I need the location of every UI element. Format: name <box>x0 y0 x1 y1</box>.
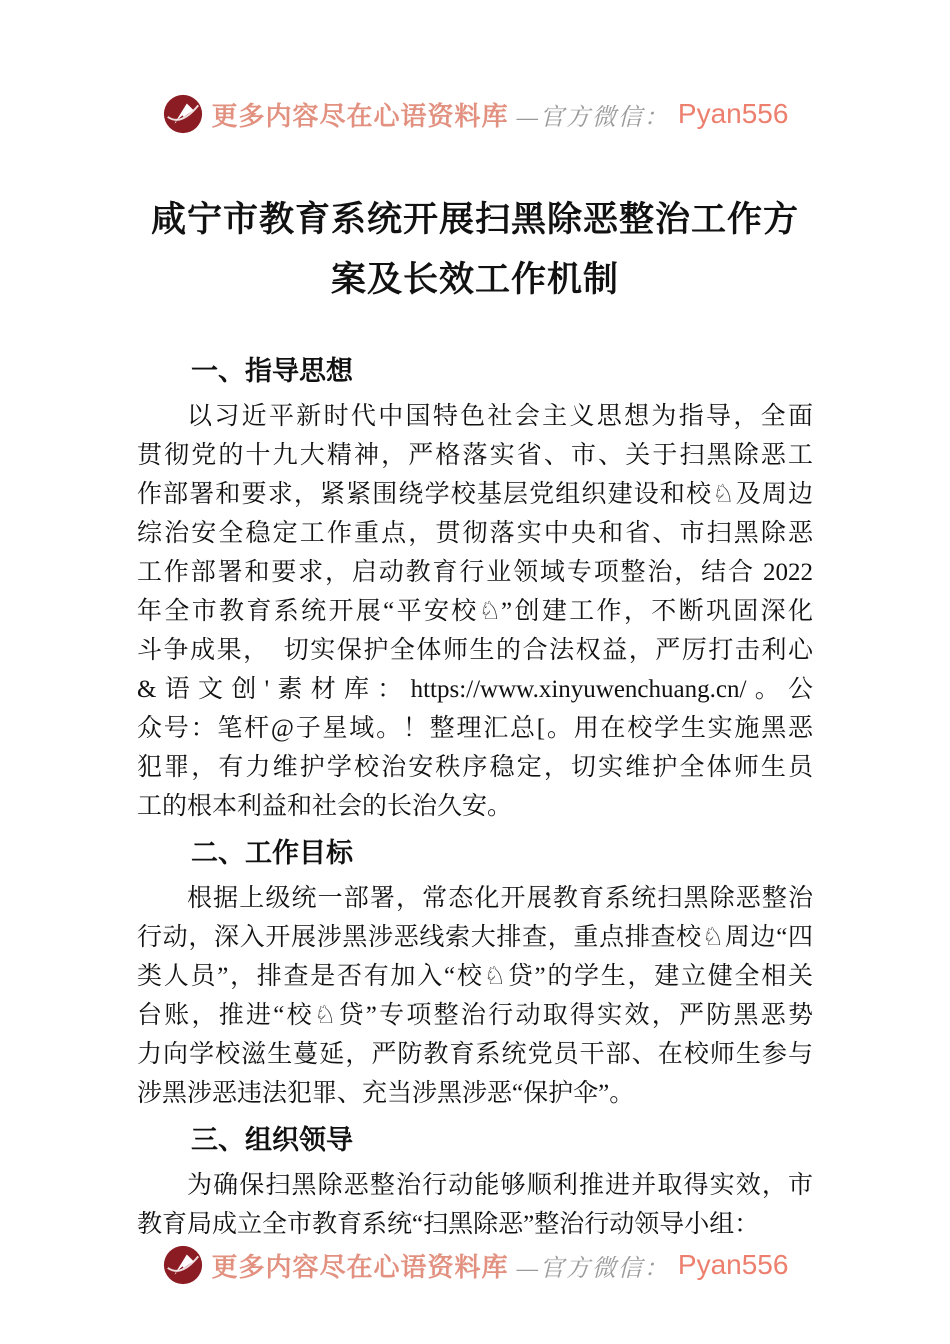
paragraph-line: 为确保扫黑除恶整治行动能够顺利推进并取得实效，市 <box>187 1172 813 1199</box>
paragraph-line: 工作部署和要求，启动教育行业领域专项整治，结合 2022 <box>137 559 813 586</box>
sections-container <box>137 352 813 1244</box>
paragraph-line: 犯罪，有力维护学校治安秩序稳定，切实维护全体师生员 <box>137 754 813 781</box>
paragraph-line: 行动，深入开展涉黑涉恶线索大排查，重点排查校♘周边“四 <box>137 924 813 951</box>
paragraph-line: 台账，推进“校♘贷”专项整治行动取得实效，严防黑恶势 <box>137 1002 813 1029</box>
paragraph-line: 类人员”，排查是否有加入“校♘贷”的学生，建立健全相关 <box>137 963 813 990</box>
paragraph-line: 以习近平新时代中国特色社会主义思想为指导，全面 <box>187 403 813 430</box>
paragraph-line: 力向学校滋生蔓延，严防教育系统党员干部、在校师生参与 <box>137 1041 813 1068</box>
paragraph-line: 工的根本利益和社会的长治久安。 <box>137 793 513 820</box>
document-title <box>0 190 950 310</box>
section <box>137 352 813 826</box>
section-heading: 二、工作目标 <box>191 838 353 868</box>
paragraph-line: 众号：笔杆@子星域。！整理汇总[。用在校学生实施黑恶 <box>137 715 813 742</box>
section-paragraphs <box>137 397 813 826</box>
section-heading: 三、组织领导 <box>191 1125 353 1155</box>
banner-separator: — <box>516 104 540 131</box>
pen-logo-icon <box>162 1244 204 1286</box>
banner-channel-label <box>517 97 670 132</box>
pen-logo-icon <box>162 93 204 135</box>
banner-channel-text: 官方微信： <box>539 1255 670 1282</box>
paragraph-line: 教育局成立全市教育系统“扫黑除恶”整治行动领导小组： <box>137 1211 760 1238</box>
paragraph-line: 根据上级统一部署，常态化开展教育系统扫黑除恶整治 <box>187 885 813 912</box>
paragraph-line: &语文创'素材库：https://www.xinyuwenchuang.cn/。公 <box>137 676 813 703</box>
paragraph-line: 斗争成果， 切实保护全体师生的合法权益，严厉打击利心 <box>137 637 813 664</box>
paragraph-line: 涉黑涉恶违法犯罪、充当涉黑涉恶“保护伞”。 <box>137 1080 635 1107</box>
document-body <box>137 352 813 1244</box>
section-heading: 一、指导思想 <box>191 356 353 386</box>
paragraph-line: 年全市教育系统开展“平安校♘”创建工作，不断巩固深化 <box>137 598 813 625</box>
section <box>137 834 813 1113</box>
banner-wechat-id: Pyan556 <box>677 1249 789 1280</box>
title-line-1: 咸宁市教育系统开展扫黑除恶整治工作方 <box>150 200 799 239</box>
paragraph-line: 贯彻党的十九大精神，严格落实省、市、关于扫黑除恶工 <box>137 442 813 469</box>
banner-channel-text: 官方微信： <box>539 104 670 131</box>
promo-banner-footer <box>0 1243 950 1287</box>
banner-brand-text: 更多内容尽在心语资料库 <box>211 101 509 131</box>
section-paragraphs <box>137 1166 813 1244</box>
banner-separator: — <box>516 1255 540 1282</box>
banner-channel-label <box>517 1248 670 1283</box>
banner-brand-text: 更多内容尽在心语资料库 <box>211 1252 509 1282</box>
promo-banner-header <box>0 92 950 136</box>
paragraph-line: 综治安全稳定工作重点，贯彻落实中央和省、市扫黑除恶 <box>137 520 813 547</box>
banner-wechat-id: Pyan556 <box>677 98 789 129</box>
paragraph-line: 作部署和要求，紧紧围绕学校基层党组织建设和校♘及周边 <box>137 481 813 508</box>
section-paragraphs <box>137 879 813 1113</box>
title-line-2: 案及长效工作机制 <box>330 260 619 299</box>
section <box>137 1121 813 1244</box>
